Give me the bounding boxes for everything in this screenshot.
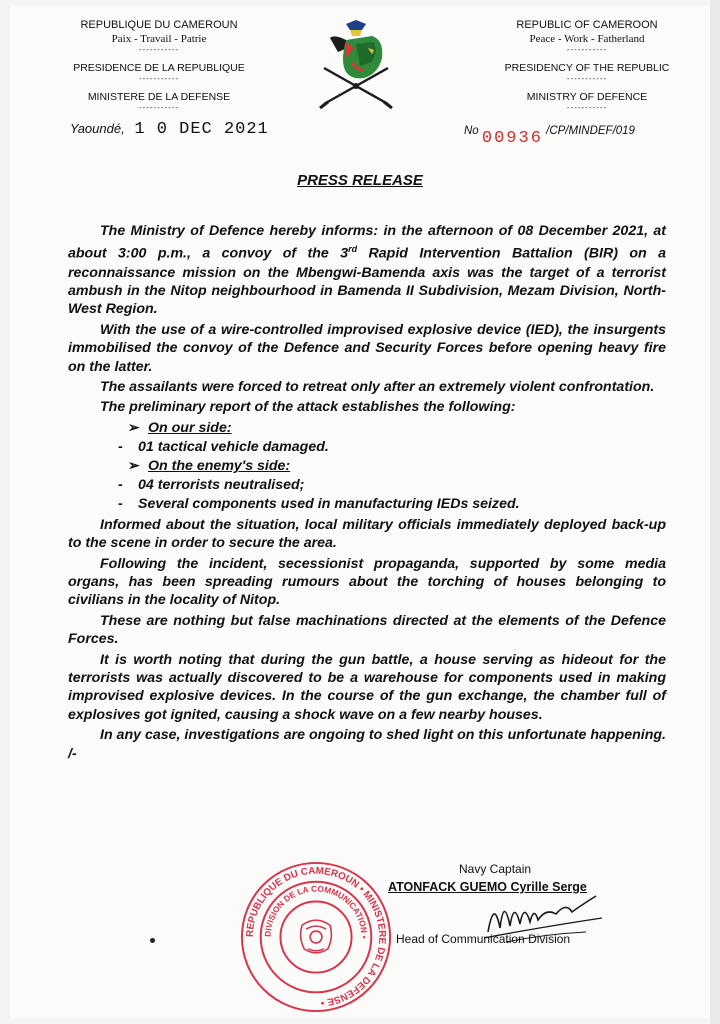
header-left <box>64 18 254 112</box>
arrow-bullet-icon: ➢ <box>128 419 140 436</box>
list-item <box>68 419 666 438</box>
date-value: 1 0 DEC 2021 <box>134 120 269 139</box>
reference-number: 00936 <box>481 129 543 148</box>
header-right-presidency: PRESIDENCY OF THE REPUBLIC <box>504 62 670 74</box>
header-left-separator-1: ----------- <box>138 45 180 54</box>
list-item <box>68 438 666 457</box>
dash-bullet-icon: - <box>118 476 123 493</box>
enemy-side-label: On the enemy's side: <box>148 457 291 474</box>
dash-bullet-icon: - <box>118 438 123 455</box>
header-right-separator-3: ----------- <box>566 103 608 112</box>
signatory-rank: Navy Captain <box>459 862 532 876</box>
paragraph-5: Informed about the situation, local military officials immediately deployed back-up to the scene in order to secure the area. <box>68 516 666 552</box>
paragraph-8: It is worth noting that during the gun battle, a house serving as hideout for the terrorists was actually discovered to be a warehouse for components used in making improvised explosive devices. In the course of the gun exchange, the chamber full of explosives got ignited, causing a shock wave on a few nearby houses. <box>68 651 666 723</box>
stamp-inner-text: DIVISION DE LA COMMUNICATION • <box>262 883 370 939</box>
paragraph-2: With the use of a wire-controlled improvised explosive device (IED), the insurgents immobilised the convoy of the Defence and Security Forces before opening heavy fire on the latter. <box>68 321 666 375</box>
header-left-country: REPUBLIQUE DU CAMEROUN <box>80 19 238 31</box>
paragraph-6: Following the incident, secessionist propaganda, supported by some media organs, has been spreading rumours about the torching of houses belonging to civilians in the locality of Nitop. <box>68 555 666 609</box>
document-title: PRESS RELEASE <box>297 172 423 189</box>
document-body <box>68 222 666 765</box>
header-left-separator-3: ----------- <box>138 103 180 112</box>
header-right-ministry: MINISTRY OF DEFENCE <box>526 91 648 103</box>
paragraph-4: The preliminary report of the attack establishes the following: <box>100 399 516 416</box>
paragraph-1: The Ministry of Defence hereby informs: in the afternoon of 08 December 2021, at about 3:00 p.m., a convoy of the 3rd Rapid Intervention Battalion (BIR) on a reconnaissance mission on the Mbengwi-Bamenda axis was the target of a terrorist ambush in the Nitop neighbourhood in Bamenda II Subdivision, Mezam Division, North-West Region. <box>68 223 666 318</box>
stamp-outer-text: REPUBLIQUE DU CAMEROUN • MINISTERE DE LA DEFENSE • <box>244 865 388 1009</box>
official-stamp-icon <box>237 858 395 1016</box>
header-right-separator-1: ----------- <box>566 45 608 54</box>
list-item <box>68 457 666 476</box>
date-place: Yaoundé, <box>70 121 125 136</box>
dash-bullet-icon: - <box>118 495 123 512</box>
header-right-country: REPUBLIC OF CAMEROON <box>516 19 658 31</box>
list-item <box>68 495 666 514</box>
header-right <box>492 18 682 112</box>
header-left-separator-2: ----------- <box>138 74 180 83</box>
enemy-side-item: Several components used in manufacturing IEDs seized. <box>138 495 520 512</box>
header-left-motto: Paix - Travail - Patrie <box>111 33 207 45</box>
enemy-side-item: 04 terrorists neutralised; <box>138 476 305 493</box>
paragraph-7: These are nothing but false machinations directed at the elements of the Defence Forces. <box>68 612 666 648</box>
page-edge <box>710 0 720 1024</box>
our-side-label: On our side: <box>148 419 232 436</box>
reference-line <box>464 121 635 148</box>
reference-prefix: No <box>464 125 479 137</box>
ink-dot <box>150 938 155 943</box>
arrow-bullet-icon: ➢ <box>128 457 140 474</box>
reference-suffix: /CP/MINDEF/019 <box>546 125 635 137</box>
paragraph-9: In any case, investigations are ongoing to shed light on this unfortunate happening. /- <box>68 727 666 762</box>
report-list <box>68 419 666 514</box>
header-right-separator-2: ----------- <box>566 74 608 83</box>
list-item <box>68 476 666 495</box>
paragraph-3: The assailants were forced to retreat only after an extremely violent confrontation. <box>100 378 655 395</box>
signatory-role: Head of Communication Division <box>396 932 571 946</box>
header-right-motto: Peace - Work - Fatherland <box>529 33 645 45</box>
header-left-ministry: MINISTERE DE LA DEFENSE <box>87 91 231 103</box>
coat-of-arms-icon <box>316 18 396 114</box>
signatory-name: ATONFACK GUEMO Cyrille Serge <box>388 880 587 894</box>
our-side-item: 01 tactical vehicle damaged. <box>138 438 329 455</box>
header-left-presidency: PRESIDENCE DE LA REPUBLIQUE <box>73 62 245 74</box>
date-line <box>70 120 269 139</box>
